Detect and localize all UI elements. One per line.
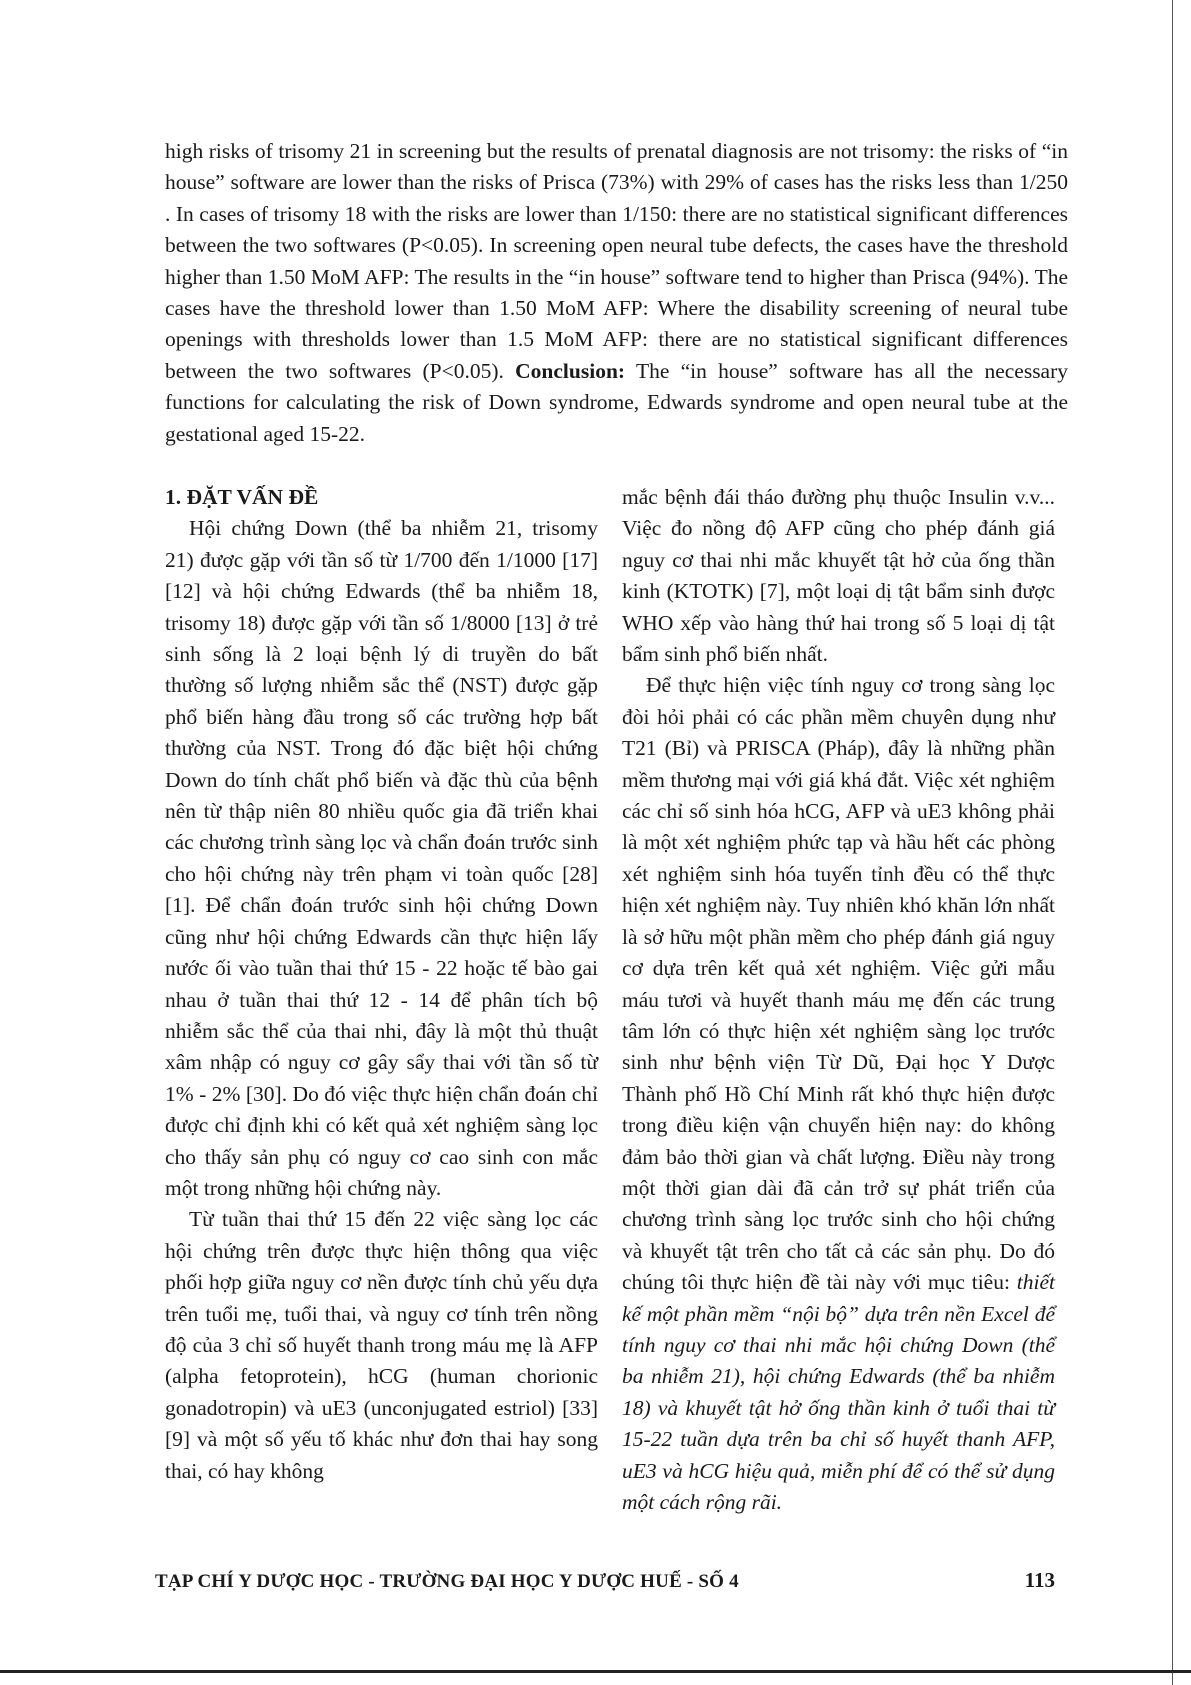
section-heading: 1. ĐẶT VẤN ĐỀ bbox=[165, 485, 319, 509]
abstract-body: high risks of trisomy 21 in screening but the results of prenatal diagnosis are not trisomy: the risks of “in house” software are lower than the risks of Prisca (73%) with 29% of cases has the risks less than 1/250 . In cases of trisomy 18 with the risks are lower than 1/150: there are no statistical significant differences between the two softwares (P<0.05). In screening open neural tube defects, the cases have the threshold higher than 1.50 MoM AFP: The results in the “in house” software tend to higher than Prisca (94%). The cases have the threshold lower than 1.50 MoM AFP: Where the disability screening of neural tube openings with thresholds lower than 1.5 MoM AFP: there are no statistical significant differences between the two softwares (P<0.05). bbox=[165, 139, 1068, 383]
right-column bbox=[622, 482, 1055, 1518]
paragraph-4 bbox=[622, 670, 1055, 1518]
bottom-edge-line bbox=[0, 1670, 1191, 1673]
conclusion-text: The “in house” software has all the necessary functions for calculating the risk of Down syndrome, Edwards syndrome and open neural tube at the gestational aged 15-22. bbox=[165, 358, 1069, 446]
binding-edge-line bbox=[1172, 0, 1173, 1685]
page-footer bbox=[155, 1568, 1055, 1593]
journal-name: TẠP CHÍ Y DƯỢC HỌC - TRƯỜNG ĐẠI HỌC Y DƯỢC HUẾ - SỐ 4 bbox=[155, 1571, 739, 1592]
left-column bbox=[165, 482, 598, 1487]
paragraph-1: Hội chứng Down (thể ba nhiễm 21, trisomy 21) được gặp với tần số từ 1/700 đến 1/1000 [17][12] và hội chứng Edwards (thể ba nhiễm 18, trisomy 18) được gặp với tần số 1/8000 [13] ở trẻ sinh sống là 2 loại bệnh lý di truyền do bất thường số lượng nhiễm sắc thể (NST) được gặp phổ biến hàng đầu trong số các trường hợp bất thường của NST. Trong đó đặc biệt hội chứng Down do tính chất phổ biến và đặc thù của bệnh nên từ thập niên 80 nhiều quốc gia đã triển khai các chương trình sàng lọc và chẩn đoán trước sinh cho hội chứng này trên phạm vi toàn quốc [28][1]. Để chẩn đoán trước sinh hội chứng Down cũng như hội chứng Edwards cần thực hiện lấy nước ối vào tuần thai thứ 15 - 22 hoặc tế bào gai nhau ở tuần thai thứ 12 - 14 để phân tích bộ nhiễm sắc thể của thai nhi, đây là một thủ thuật xâm nhập có nguy cơ gây sẩy thai với tần số từ 1% - 2% [30]. Do đó việc thực hiện chẩn đoán chỉ được chỉ định khi có kết quả xét nghiệm sàng lọc cho thấy sản phụ có nguy cơ cao sinh con mắc một trong những hội chứng này. bbox=[165, 516, 598, 1200]
paragraph-3: mắc bệnh đái tháo đường phụ thuộc Insulin v.v... Việc đo nồng độ AFP cũng cho phép đánh giá nguy cơ thai nhi mắc khuyết tật hở của ống thần kinh (KTOTK) [7], một loại dị tật bẩm sinh được WHO xếp vào hàng thứ hai trong số 5 loại dị tật bẩm sinh phổ biến nhất. bbox=[622, 485, 1055, 667]
page-number: 113 bbox=[1024, 1568, 1055, 1592]
study-objective: thiết kế một phần mềm “nội bộ” dựa trên nền Excel để tính nguy cơ thai nhi mắc hội chứng Down (thể ba nhiễm 21), hội chứng Edwards (thể ba nhiễm 18) và khuyết tật hở ống thần kinh ở tuổi thai từ 15-22 tuần dựa trên ba chỉ số huyết thanh AFP, uE3 và hCG hiệu quả, miễn phí để có thể sử dụng một cách rộng rãi. bbox=[622, 1270, 1056, 1514]
paragraph-4-body: Để thực hiện việc tính nguy cơ trong sàng lọc đòi hỏi phải có các phần mềm chuyên dụng như T21 (Bỉ) và PRISCA (Pháp), đây là những phần mềm thương mại với giá khá đắt. Việc xét nghiệm các chỉ số sinh hóa hCG, AFP và uE3 không phải là một xét nghiệm phức tạp và hầu hết các phòng xét nghiệm sinh hóa tuyến tỉnh đều có thể thực hiện xét nghiệm này. Tuy nhiên khó khăn lớn nhất là sở hữu một phần mềm cho phép đánh giá nguy cơ dựa trên kết quả xét nghiệm. Việc gửi mẫu máu tươi và huyết thanh máu mẹ đến các trung tâm lớn có thực hiện xét nghiệm sàng lọc trước sinh như bệnh viện Từ Dũ, Đại học Y Dược Thành phố Hồ Chí Minh rất khó thực hiện được trong điều kiện vận chuyển hiện nay: do không đảm bảo thời gian và chất lượng. Điều này trong một thời gian dài đã cản trở sự phát triển của chương trình sàng lọc trước sinh cho hội chứng và khuyết tật trên cho tất cả các sản phụ. Do đó chúng tôi thực hiện đề tài này với mục tiêu: bbox=[622, 673, 1055, 1295]
paragraph-2: Từ tuần thai thứ 15 đến 22 việc sàng lọc các hội chứng trên được thực hiện thông qua việc phối hợp giữa nguy cơ nền được tính chủ yếu dựa trên tuổi mẹ, tuổi thai, và nguy cơ tính trên nồng độ của 3 chỉ số huyết thanh trong máu mẹ là AFP (alpha fetoprotein), hCG (human chorionic gonadotropin) và uE3 (unconjugated estriol) [33][9] và một số yếu tố khác như đơn thai hay song thai, có hay không bbox=[165, 1207, 598, 1483]
abstract-text bbox=[165, 136, 1068, 450]
conclusion-label: Conclusion: bbox=[515, 358, 626, 383]
